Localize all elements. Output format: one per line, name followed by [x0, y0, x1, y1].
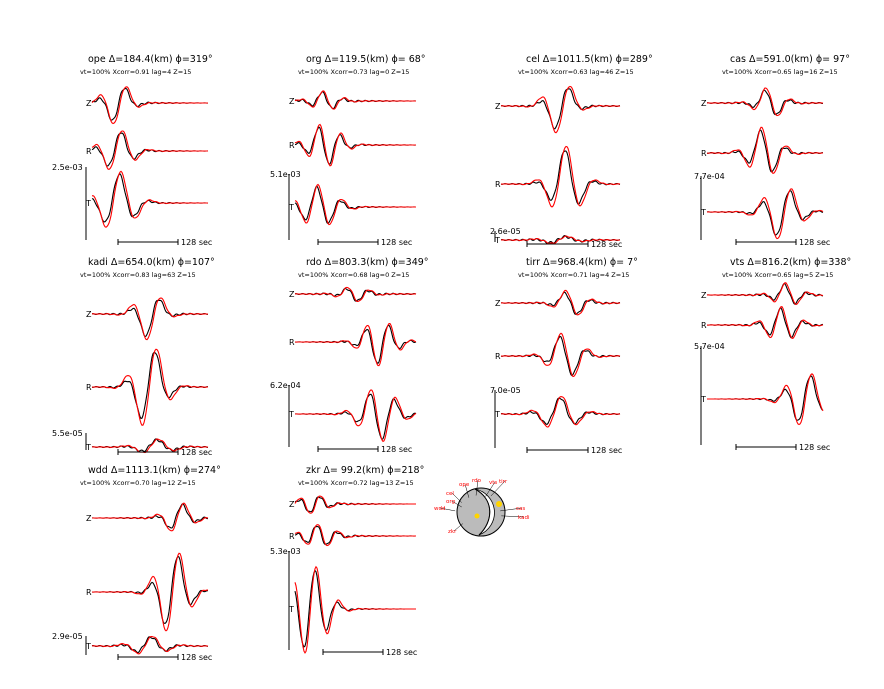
t-axis-marker — [475, 514, 480, 519]
amplitude-label: 5.7e-04 — [694, 342, 725, 351]
station-panel — [52, 465, 221, 662]
station-panel — [270, 465, 424, 657]
component-label: T — [86, 199, 91, 208]
time-scale-label: 128 sec — [381, 238, 413, 247]
synthetic-trace — [295, 567, 416, 653]
synthetic-trace — [707, 88, 823, 116]
p-axis-marker — [496, 501, 502, 507]
synthetic-trace — [501, 147, 620, 207]
beachball-station-label: tirr — [499, 479, 508, 485]
observed-trace — [295, 186, 416, 223]
observed-trace — [92, 637, 208, 653]
station-title: tirr Δ=968.4(km) ϕ= 7° — [526, 257, 638, 268]
synthetic-trace — [501, 333, 620, 376]
beachball-station-label: ope — [459, 482, 470, 488]
synthetic-trace — [295, 496, 416, 513]
component-label: R — [86, 588, 92, 597]
station-title: cas Δ=591.0(km) ϕ= 97° — [730, 54, 850, 65]
synthetic-trace — [92, 349, 208, 425]
beachball-station-label: cel — [446, 491, 454, 497]
component-label: Z — [495, 299, 501, 308]
component-label: R — [289, 532, 295, 541]
station-fit-info: vt=100% Xcorr=0.63 lag=46 Z=15 — [518, 68, 634, 76]
station-fit-info: vt=100% Xcorr=0.70 lag=12 Z=15 — [80, 479, 196, 487]
station-title: rdo Δ=803.3(km) ϕ=349° — [306, 257, 429, 268]
station-fit-info: vt=100% Xcorr=0.68 lag=0 Z=15 — [298, 271, 410, 279]
component-label: R — [701, 149, 707, 158]
component-label: R — [701, 321, 707, 330]
time-scale-label: 128 sec — [181, 448, 213, 457]
amplitude-label: 6.2e-04 — [270, 381, 301, 390]
station-fit-info: vt=100% Xcorr=0.83 lag=63 Z=15 — [80, 271, 196, 279]
station-panel — [270, 54, 426, 247]
station-title: kadi Δ=654.0(km) ϕ=107° — [88, 257, 215, 268]
synthetic-trace — [501, 290, 620, 314]
time-scale-label: 128 sec — [591, 240, 623, 249]
station-title: vts Δ=816.2(km) ϕ=338° — [730, 257, 852, 268]
component-label: T — [86, 443, 91, 452]
synthetic-trace — [295, 287, 416, 301]
component-label: Z — [86, 99, 92, 108]
component-label: R — [86, 383, 92, 392]
component-label: Z — [701, 291, 707, 300]
component-label: R — [86, 147, 92, 156]
beachball-station-label: vts — [489, 480, 498, 486]
station-title: wdd Δ=1113.1(km) ϕ=274° — [88, 465, 221, 476]
beachball-station-label: cas — [516, 506, 526, 512]
station-fit-info: vt=100% Xcorr=0.91 lag=4 Z=15 — [80, 68, 192, 76]
beachball-station-label: rdo — [472, 478, 482, 484]
component-label: R — [495, 352, 501, 361]
component-label: T — [495, 410, 500, 419]
observed-trace — [295, 325, 416, 363]
synthetic-trace — [707, 374, 823, 425]
station-panel — [270, 257, 429, 454]
synthetic-trace — [295, 390, 416, 442]
station-fit-info: vt=100% Xcorr=0.65 lag=5 Z=15 — [722, 271, 834, 279]
station-panel — [490, 54, 653, 249]
beachball-station-label: wdd — [434, 506, 446, 512]
beachball-station-label: kadi — [518, 515, 530, 521]
component-label: Z — [86, 310, 92, 319]
synthetic-trace — [92, 553, 208, 631]
station-panel — [694, 257, 851, 452]
station-fit-info: vt=100% Xcorr=0.71 lag=4 Z=15 — [518, 271, 630, 279]
synthetic-trace — [707, 127, 823, 173]
amplitude-label: 5.1e-03 — [270, 170, 301, 179]
amplitude-label: 2.6e-05 — [490, 227, 521, 236]
synthetic-trace — [707, 189, 823, 239]
observed-trace — [92, 300, 208, 336]
amplitude-label: 7.0e-05 — [490, 386, 521, 395]
component-label: Z — [701, 99, 707, 108]
synthetic-trace — [295, 91, 416, 109]
beachball-station-label: zkr — [448, 529, 457, 535]
component-label: T — [289, 203, 294, 212]
synthetic-trace — [707, 283, 823, 305]
time-scale-label: 128 sec — [799, 238, 831, 247]
synthetic-trace — [707, 307, 823, 339]
synthetic-trace — [295, 525, 416, 546]
observed-trace — [92, 557, 208, 624]
time-scale-label: 128 sec — [799, 443, 831, 452]
synthetic-trace — [501, 87, 620, 133]
observed-trace — [92, 133, 208, 166]
amplitude-label: 5.5e-05 — [52, 429, 83, 438]
component-label: R — [289, 141, 295, 150]
observed-trace — [707, 308, 823, 338]
amplitude-label: 5.3e-03 — [270, 547, 301, 556]
component-label: T — [495, 236, 500, 245]
synthetic-trace — [501, 397, 620, 427]
station-panel — [52, 54, 213, 247]
observed-trace — [501, 398, 620, 424]
observed-trace — [501, 151, 620, 204]
beachball-compressional — [457, 488, 505, 536]
station-fit-info: vt=100% Xcorr=0.72 lag=13 Z=15 — [298, 479, 414, 487]
synthetic-trace — [92, 298, 208, 340]
station-panel — [52, 257, 215, 457]
amplitude-label: 7.7e-04 — [694, 172, 725, 181]
component-label: T — [701, 395, 706, 404]
focal-mechanism-beachball — [434, 478, 530, 536]
component-label: Z — [289, 290, 295, 299]
component-label: T — [289, 605, 294, 614]
time-scale-label: 128 sec — [181, 653, 213, 662]
time-scale-label: 128 sec — [386, 648, 418, 657]
time-scale-label: 128 sec — [591, 446, 623, 455]
station-title: ope Δ=184.4(km) ϕ=319° — [88, 54, 213, 65]
component-label: R — [289, 338, 295, 347]
component-label: T — [86, 642, 91, 651]
observed-trace — [92, 174, 208, 222]
amplitude-label: 2.5e-03 — [52, 163, 83, 172]
station-title: zkr Δ= 99.2(km) ϕ=218° — [306, 465, 425, 476]
beachball-station-label: org — [446, 499, 456, 505]
time-scale-label: 128 sec — [181, 238, 213, 247]
observed-trace — [295, 92, 416, 109]
component-label: R — [495, 180, 501, 189]
station-fit-info: vt=100% Xcorr=0.65 lag=16 Z=15 — [722, 68, 838, 76]
station-title: cel Δ=1011.5(km) ϕ=289° — [526, 54, 653, 65]
time-scale-label: 128 sec — [381, 445, 413, 454]
station-panel — [490, 257, 638, 455]
synthetic-trace — [92, 171, 208, 227]
component-label: Z — [289, 97, 295, 106]
synthetic-trace — [295, 185, 416, 225]
station-panel — [694, 54, 850, 247]
component-label: T — [701, 208, 706, 217]
component-label: T — [289, 410, 294, 419]
component-label: Z — [495, 102, 501, 111]
synthetic-trace — [92, 637, 208, 654]
station-fit-info: vt=100% Xcorr=0.73 lag=0 Z=15 — [298, 68, 410, 76]
amplitude-label: 2.9e-05 — [52, 632, 83, 641]
component-label: Z — [289, 500, 295, 509]
station-title: org Δ=119.5(km) ϕ= 68° — [306, 54, 426, 65]
observed-trace — [707, 90, 823, 115]
component-label: Z — [86, 514, 92, 523]
